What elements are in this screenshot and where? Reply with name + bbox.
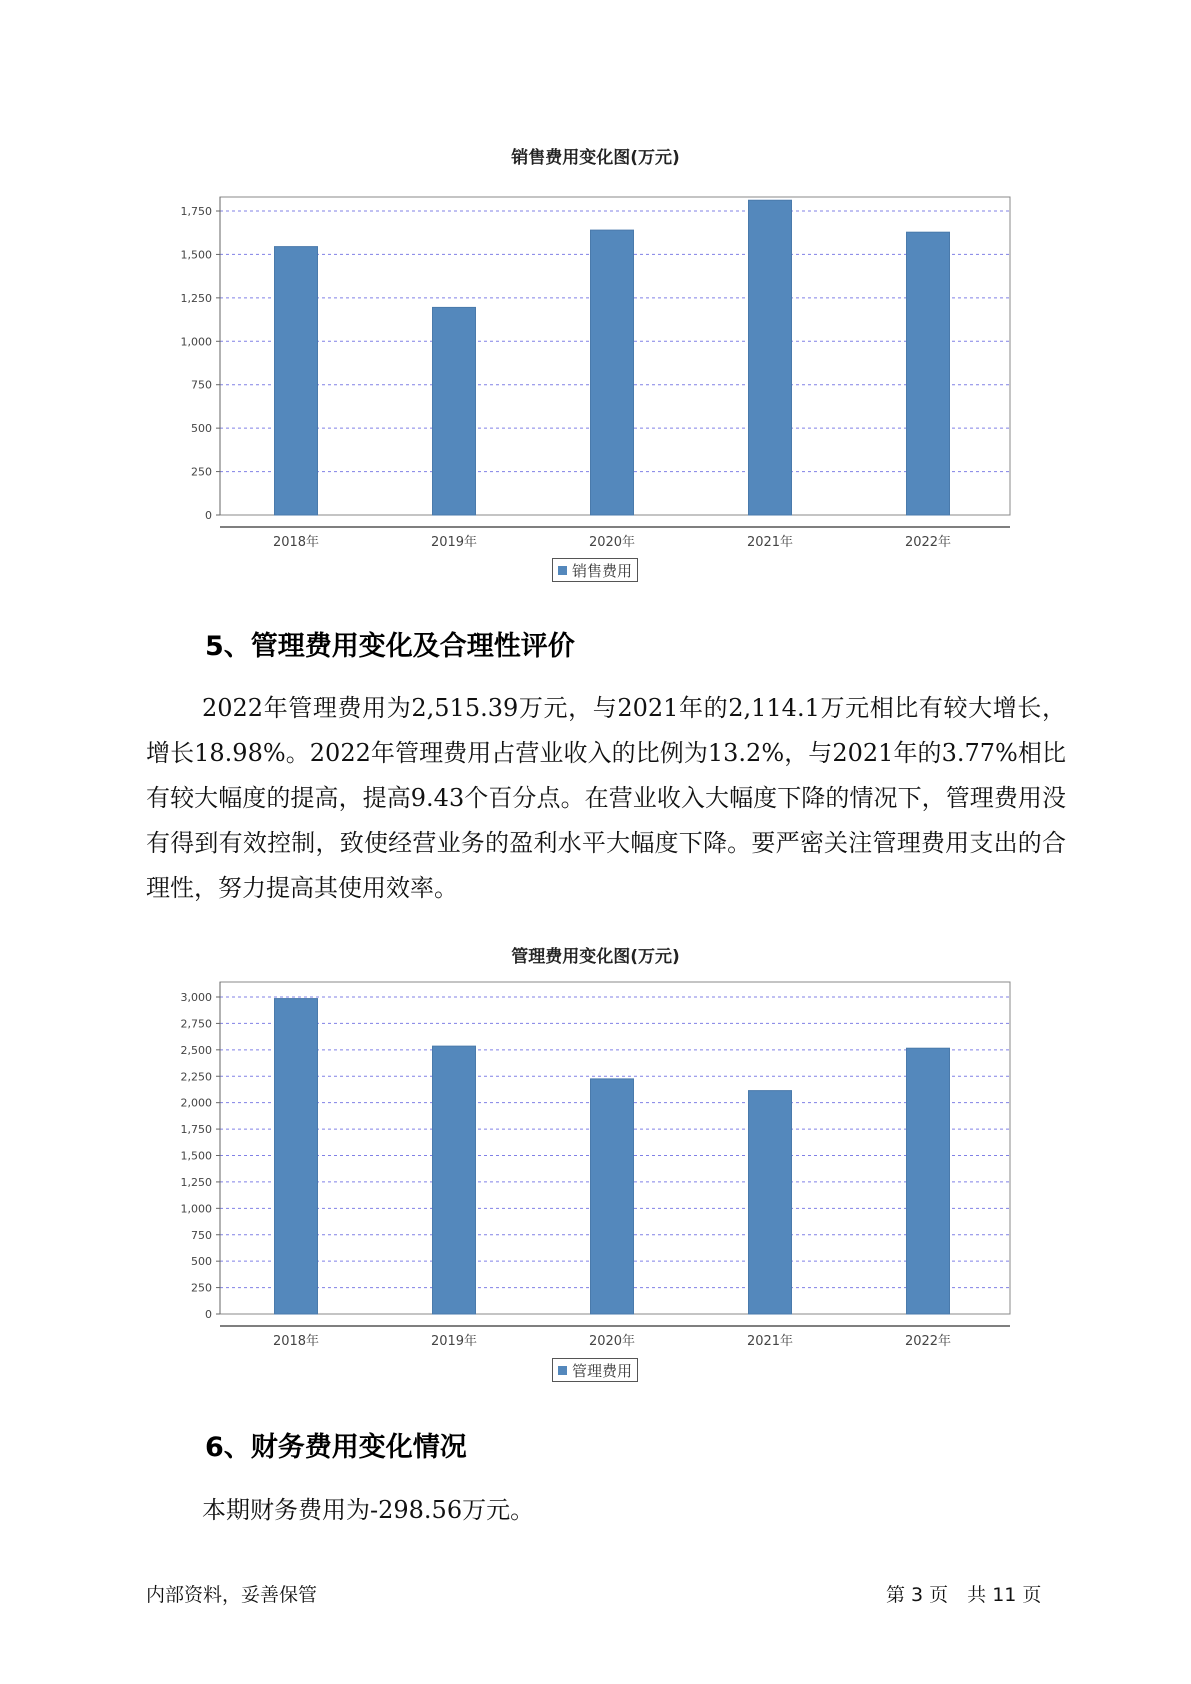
y-tick-label: 1,750 <box>180 1123 212 1137</box>
bar <box>749 1091 792 1314</box>
y-tick-label: 1,000 <box>180 1202 212 1216</box>
y-tick-label: 1,750 <box>180 205 212 218</box>
y-tick-label: 2,000 <box>180 1096 212 1110</box>
footer-confidential: 内部资料，妥善保管 <box>146 1584 318 1606</box>
y-tick-label: 3,000 <box>180 991 212 1004</box>
x-tick-label: 2022年 <box>904 1334 952 1349</box>
y-tick-label: 250 <box>191 1281 212 1295</box>
bar <box>433 1046 476 1314</box>
x-tick-label: 2019年 <box>430 1334 478 1349</box>
bar <box>907 1048 950 1314</box>
x-tick-label: 2018年 <box>272 535 320 550</box>
bar <box>591 1079 634 1314</box>
y-tick-label: 1,500 <box>180 248 212 262</box>
x-tick-label: 2020年 <box>588 1334 636 1349</box>
x-tick-label: 2019年 <box>430 535 478 550</box>
x-tick-label: 2021年 <box>746 1334 794 1349</box>
y-tick-label: 2,500 <box>180 1043 212 1057</box>
section-5-paragraph: 2022年管理费用为2,515.39万元，与2021年的2,114.1万元相比有较大增长，增长18.98%。2022年管理费用占营业收入的比例为13.2%，与2021年的3.77%相比有较大幅度的提高，提高9.43个百分点。在营业收入大幅度下降的情况下，管理费用没有得到有效控制，致使经营业务的盈利水平大幅度下降。要严密关注管理费用支出的合理性，努力提高其使用效率。 <box>146 694 1066 902</box>
y-tick-label: 250 <box>191 465 212 479</box>
y-tick-label: 0 <box>205 1308 212 1321</box>
x-tick-label: 2021年 <box>746 535 794 550</box>
y-tick-label: 750 <box>191 1228 212 1242</box>
chart-title-sales: 销售费用变化图(万元) <box>511 148 680 168</box>
chart-title-admin: 管理费用变化图(万元) <box>511 947 680 967</box>
x-tick-label: 2022年 <box>904 535 952 550</box>
section-heading-6: 6、财务费用变化情况 <box>205 1432 467 1463</box>
y-tick-label: 2,750 <box>180 1017 212 1031</box>
y-tick-label: 1,250 <box>180 1175 212 1189</box>
x-tick-label: 2018年 <box>272 1334 320 1349</box>
y-tick-label: 0 <box>205 509 212 522</box>
y-tick-label: 750 <box>191 378 212 392</box>
y-tick-label: 1,250 <box>180 291 212 305</box>
y-tick-label: 500 <box>191 422 212 436</box>
legend-admin <box>552 1358 638 1382</box>
y-tick-label: 2,250 <box>180 1070 212 1084</box>
bar <box>275 999 318 1314</box>
footer-page-number: 第 3 页 共 11 页 <box>886 1584 1042 1606</box>
legend-label: 管理费用 <box>572 1361 633 1380</box>
y-tick-label: 500 <box>191 1255 212 1269</box>
section-heading-5: 5、管理费用变化及合理性评价 <box>205 631 575 662</box>
legend-swatch <box>558 1366 567 1375</box>
section-6-paragraph: 本期财务费用为-298.56万元。 <box>202 1496 535 1524</box>
x-tick-label: 2020年 <box>588 535 636 550</box>
legend-label: 销售费用 <box>572 561 633 580</box>
y-tick-label: 1,500 <box>180 1149 212 1163</box>
y-tick-label: 1,000 <box>180 335 212 349</box>
